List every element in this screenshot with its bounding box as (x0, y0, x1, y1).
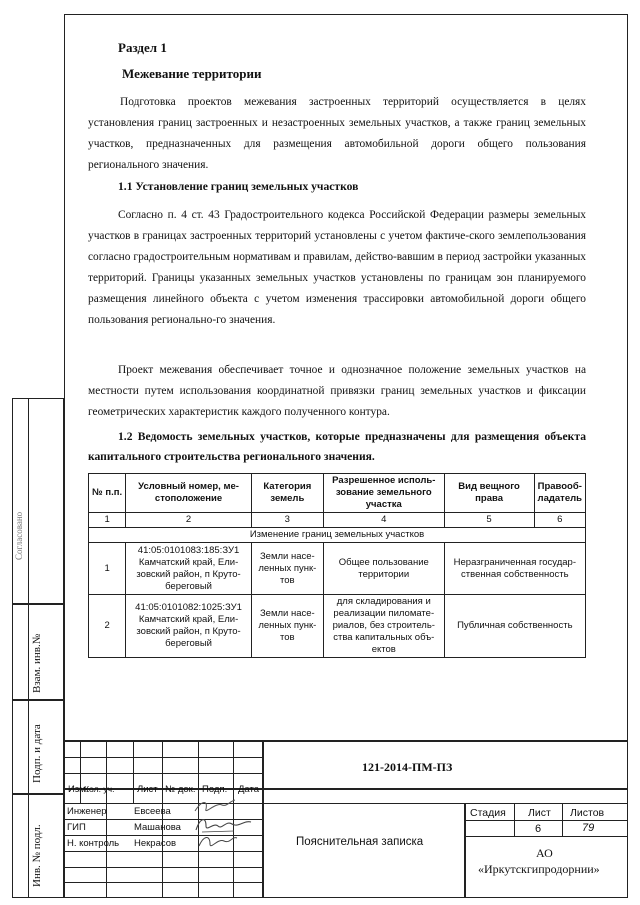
name-gip: Машанова (134, 822, 181, 833)
row-location: 41:05:0101083:185:ЗУ1 Камчатский край, Ели-зовский район, п Круто-береговый (126, 543, 251, 595)
col-izm: Изм. (68, 784, 89, 795)
col-kol-uch: Кол. уч. (84, 784, 115, 794)
subsection-1-paragraph-2 (88, 360, 586, 423)
col-list: Лист (137, 784, 158, 795)
row-location: 41:05:0101082:1025:ЗУ1 Камчатский край, Ели-зовский район, п Круто-береговый (126, 595, 251, 658)
header-cell: Разрешенное исполь-зование земельного участка (323, 474, 444, 513)
section-title: Межевание территории (122, 66, 262, 81)
column-number: 6 (534, 513, 585, 528)
row-number: 2 (89, 595, 126, 658)
name-engineer: Евсеева (134, 806, 171, 817)
sheets-label: Листов (570, 807, 605, 819)
column-number: 2 (126, 513, 251, 528)
side-label-inv: Инв. № подл. (31, 824, 43, 887)
column-number: 3 (251, 513, 323, 528)
row-right: Публичная собственность (444, 595, 585, 658)
side-faint-text: Согласовано (14, 511, 24, 560)
header-cell: Категория земель (251, 474, 323, 513)
organization-line1: АО (536, 846, 553, 860)
intro-text: Подготовка проектов межевания застроенных территорий осуществляется в целях установления границ застроенных и незастроенных земельных участков, а также границ земельных участков, предназначенных для размещения автомобильной дороги общего пользования регионального значения. (88, 96, 586, 171)
subsection-1-heading: 1.1 Установление границ земельных участков (118, 180, 359, 193)
table-header-row (89, 474, 586, 513)
land-plots-table (88, 473, 586, 658)
signature-norm-control (196, 832, 240, 852)
table-row (89, 543, 586, 595)
row-usage: Общее пользование территории (323, 543, 444, 595)
group-row-label: Изменение границ земельных участков (89, 528, 586, 543)
row-right: Неразграниченная государ-ственная собственность (444, 543, 585, 595)
subsection-1-paragraph-1 (88, 205, 586, 331)
role-engineer: Инженер (67, 806, 107, 817)
intro-paragraph (88, 92, 586, 176)
col-podp: Подп. (202, 784, 228, 795)
row-category: Земли насе-ленных пунк-тов (251, 595, 323, 658)
side-strip-inv (12, 794, 64, 898)
stage-label: Стадия (470, 807, 506, 819)
signature-engineer (192, 796, 238, 816)
header-cell: Условный номер, ме-стоположение (126, 474, 251, 513)
column-number: 4 (323, 513, 444, 528)
side-strip-podp (12, 700, 64, 794)
header-cell: Правооб-ладатель (534, 474, 585, 513)
row-number: 1 (89, 543, 126, 595)
col-data: Дата (238, 784, 260, 795)
col-doc: № док. (165, 784, 196, 795)
column-number: 5 (444, 513, 534, 528)
sub1-para2-text: Проект межевания обеспечивает точное и однозначное положение земельных участков на местности путем использования координатной привязки границ земельных участков и фиксации геометрических характеристик каждого полученного контура. (88, 364, 586, 418)
document-name: Пояснительная записка (296, 836, 424, 848)
role-norm-control: Н. контроль (67, 838, 120, 849)
document-code: 121-2014-ПМ-ПЗ (362, 760, 453, 774)
header-cell: Вид вещного права (444, 474, 534, 513)
sheet-label: Лист (528, 807, 551, 819)
side-label-vzam: Взам. инв.№ (31, 633, 43, 693)
organization-line2: «Иркутскгипродорнии» (478, 862, 600, 876)
sheets-count: 79 (582, 822, 595, 834)
sub2-heading-text: 1.2 Ведомость земельных участков, которые предназначены для размещения объекта капитального строительства регионального значения. (88, 430, 586, 463)
role-gip: ГИП (67, 822, 86, 833)
name-norm-control: Некрасов (134, 838, 177, 849)
row-usage: для складирования и реализации пиломате-риалов, без строитель-ства капитальных объ-ектов (323, 595, 444, 658)
sub1-para1-text: Согласно п. 4 ст. 43 Градостроительного кодекса Российской Федерации размеры земельных участков в границах застроенных территорий установлены с учетом фактиче-ского землепользования согласно градостроительным нормативам и правилам, действо-вавшим в период застройки указанных территорий. Границы указанных земельных участков установлены по границам зон планируемого размещения линейного объекта с учетом изменения трассировки автомобильной дороги общего пользования регионально-го значения. (88, 209, 586, 326)
side-strip-top (12, 398, 64, 604)
side-label-podp: Подп. и дата (31, 724, 43, 783)
column-number: 1 (89, 513, 126, 528)
row-category: Земли насе-ленных пунк-тов (251, 543, 323, 595)
section-label: Раздел 1 (118, 40, 167, 55)
column-number-row (89, 513, 586, 528)
sheet-number: 6 (535, 823, 542, 835)
subsection-2-heading (88, 427, 586, 467)
header-cell: № п.п. (89, 474, 126, 513)
side-strip-vzam (12, 604, 64, 700)
group-row (89, 528, 586, 543)
table-row (89, 595, 586, 658)
